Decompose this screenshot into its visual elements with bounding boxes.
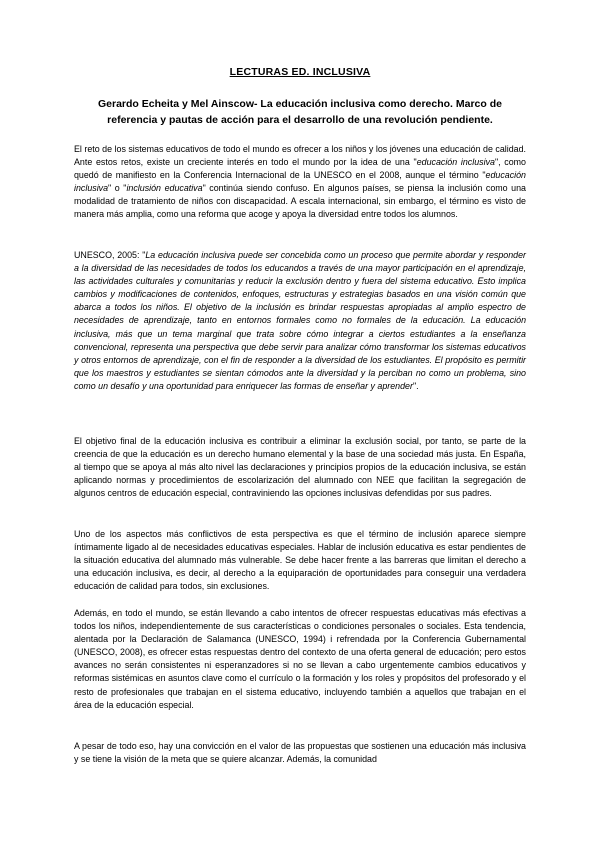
paragraph-1-italic-2: educación inclusiva [74,170,526,194]
paragraph-1-text-1: El reto de los sistemas educativos de todo el mundo es ofrecer a los niños y los jóvenes una educación de calidad. Ante estos retos, existe un creciente interés en todo el mundo por la idea de una " [74,144,526,168]
paragraph-1 [74,143,526,222]
document-heading: LECTURAS ED. INCLUSIVA [229,66,371,78]
document-subtitle: Gerardo Echeita y Mel Ainscow- La educación inclusiva como derecho. Marco de referencia y pautas de acción para el desarrollo de una revolución pendiente. [98,98,502,126]
paragraph-2-unesco-quote [74,249,526,393]
paragraph-2-quote: La educación inclusiva puede ser concebida como un proceso que permite abordar y responder a la diversidad de las necesidades de todos los educandos a través de una mayor participación en el aprendizaje, las actividades culturales y comunitarias y reducir la exclusión dentro y fuera del sistema educativo. Esto implica cambios y modificaciones de contenidos, enfoques, estructuras y estrategias basados en una visión común que abarca a todos los niños. El objetivo de la inclusión es brindar respuestas apropiadas al amplio espectro de necesidades de aprendizaje, tanto en entornos formales como no formales de la educación. La educación inclusiva, más que un tema marginal que trata sobre cómo integrar a ciertos estudiantes a la enseñanza convencional, representa una perspectiva que debe servir para analizar cómo transformar los sistemas educativos y otros entornos de aprendizaje, con el fin de responder a la diversidad de los estudiantes. El propósito es permitir que los maestros y estudiantes se sientan cómodos ante la diversidad y la perciban no como un problema, sino como un desafío y una oportunidad para enriquecer las formas de enseñar y aprender [74,250,526,391]
paragraph-1-text-2: ", como quedó de manifiesto en la Conferencia Internacional de la UNESCO en el 2008, aunque el término " [74,157,526,181]
paragraph-5: Además, en todo el mundo, se están llevando a cabo intentos de ofrecer respuestas educativas más efectivas a todos los niños, independientemente de sus características o condiciones personales o sociales. Esta tendencia, alentada por la Declaración de Salamanca (UNESCO, 1994) i refrendada por la Conferencia Gubernamental (UNESCO, 2008), es ofrecer estas respuestas dentro del contexto de una oferta general de educación; pero estos avances no serán consistentes ni esperanzadores si no se llevan a cabo urgentemente cambios educativos y reformas sistémicas en asuntos clave como el currículo o la formación y los roles y propósitos del profesorado y el resto de profesionales que trabajan en el sistema educativo, incluyendo también a aquellos que trabajan en el área de la educación especial. [74,608,526,710]
paragraph-1-text-4: " continúa siendo confuso. En algunos países, se piensa la inclusión como una modalidad de tratamiento de niños con discapacidad. A escala internacional, sin embargo, el término es visto de manera más amplia, como una reforma que acoge y apoya la diversidad entre todos los alumnos. [74,183,526,220]
paragraph-4: Uno de los aspectos más conflictivos de esta perspectiva es que el término de inclusión aparece siempre íntimamente ligado al de necesidades educativas especiales. Hablar de inclusión educativa es estar pendientes de la situación educativa del alumnado más vulnerable. Se debe hacer frente a las barreras que limitan el derecho a una educación inclusiva, es decir, al derecho a la equiparación de oportunidades para conseguir una verdadera educación de calidad para todos, sin exclusiones. [74,529,526,592]
paragraph-1-italic-3: inclusión educativa [126,183,203,194]
paragraph-1-italic-1: educación inclusiva [416,157,495,168]
paragraph-2-close: ". [412,380,419,391]
paragraph-3: El objetivo final de la educación inclusiva es contribuir a eliminar la exclusión social, por tanto, se parte de la creencia de que la educación es un derecho humano elemental y la base de una sociedad más justa. En España, al tiempo que se apoya al más alto nivel las declaraciones y principios propios de la educación inclusiva, se están aplicando normas y procedimientos de escolarización del alumnado con NEE que facilitan la segregación de algunos centros de educación especial, contraviniendo las opciones inclusivas defendidas por sus padres. [74,436,526,499]
paragraph-1-text-3: " o " [108,183,127,194]
paragraph-2-citation: UNESCO, 2005: " [74,250,146,260]
paragraph-6: A pesar de todo eso, hay una convicción en el valor de las propuestas que sostienen una educación más inclusiva y se tiene la visión de la meta que se quiere alcanzar. Además, la comunidad [74,741,526,765]
